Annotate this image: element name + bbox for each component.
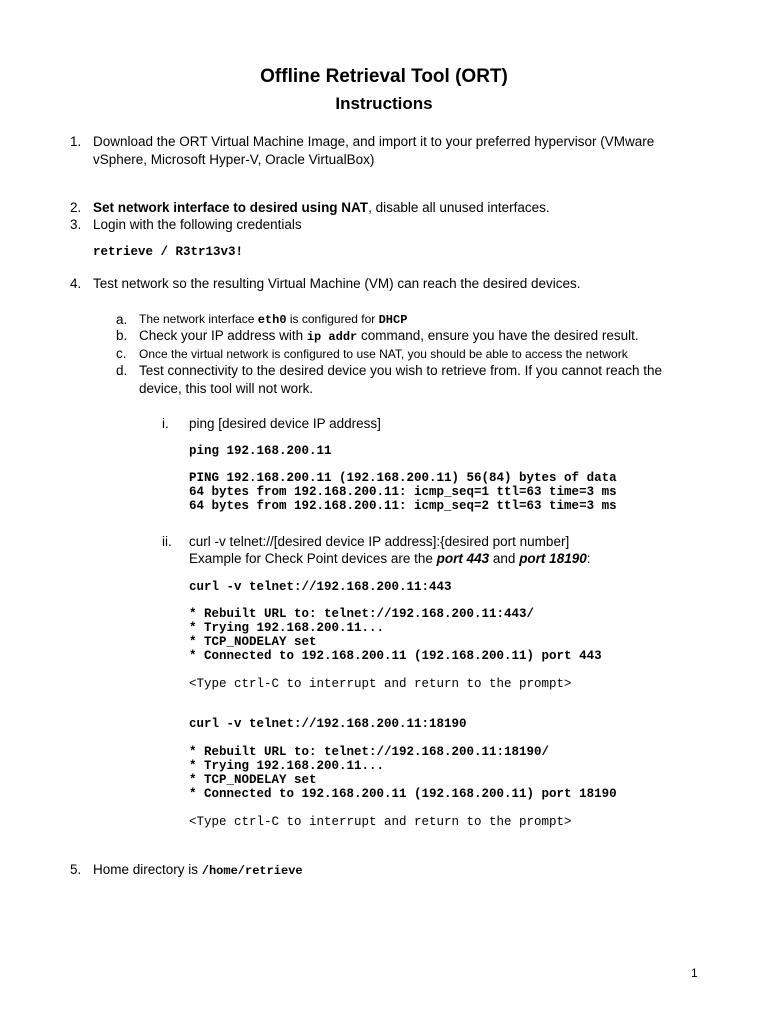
example-post: : — [586, 551, 591, 566]
step-4-text: Test network so the resulting Virtual Machine (VM) can reach the desired devices. — [93, 276, 581, 291]
step-4b-pre: Check your IP address with — [139, 328, 307, 343]
substep-ii-text: curl -v telnet://[desired device IP address]:{desired port number] — [189, 534, 570, 549]
curl-18190-output-3: * TCP_NODELAY set — [189, 773, 317, 787]
step-5-text — [93, 861, 303, 880]
step-2-rest: , disable all unused interfaces. — [368, 200, 550, 215]
ping-output-line-1: PING 192.168.200.11 (192.168.200.11) 56(84) bytes of data — [189, 471, 617, 485]
port-443-label: port 443 — [436, 551, 490, 566]
credentials: retrieve / R3tr13v3! — [93, 245, 244, 259]
curl-443-output-4: * Connected to 192.168.200.11 (192.168.200.11) port 443 — [189, 649, 602, 663]
example-pre: Example for Check Point devices are the — [189, 551, 437, 566]
step-4b-post: command, ensure you have the desired result. — [357, 328, 639, 343]
page-number: 1 — [691, 966, 698, 980]
step-4-number: 4. — [70, 276, 82, 291]
page-subtitle: Instructions — [335, 94, 433, 113]
curl-443-output-2: * Trying 192.168.200.11... — [189, 621, 385, 635]
step-5-number: 5. — [70, 862, 82, 877]
step-4b-text — [139, 327, 639, 346]
substep-ii-marker: ii. — [162, 534, 172, 549]
step-4b-marker: b. — [116, 328, 128, 343]
curl-command-18190: curl -v telnet://192.168.200.11:18190 — [189, 717, 467, 731]
code-home-retrieve: /home/retrieve — [201, 864, 303, 878]
step-4d-line2: device, this tool will not work. — [139, 381, 314, 396]
page-title: Offline Retrieval Tool (ORT) — [260, 66, 508, 87]
curl-443-output-1: * Rebuilt URL to: telnet://192.168.200.11:443/ — [189, 607, 535, 621]
step-1-line1: Download the ORT Virtual Machine Image, and import it to your preferred hypervisor (VMware — [93, 134, 655, 149]
substep-i-text: ping [desired device IP address] — [189, 416, 381, 431]
curl-command-443: curl -v telnet://192.168.200.11:443 — [189, 580, 452, 594]
step-2-number: 2. — [70, 200, 82, 215]
step-4a-mid: is configured for — [286, 312, 379, 326]
step-4a-marker: a. — [116, 312, 128, 327]
curl-443-output-3: * TCP_NODELAY set — [189, 635, 317, 649]
code-eth0: eth0 — [257, 313, 287, 327]
curl-18190-note: <Type ctrl-C to interrupt and return to the prompt> — [189, 815, 572, 829]
step-5-label: Home directory is — [93, 862, 202, 877]
step-4a-pre: The network interface — [139, 312, 258, 326]
example-and: and — [489, 551, 520, 566]
curl-18190-output-4: * Connected to 192.168.200.11 (192.168.200.11) port 18190 — [189, 787, 617, 801]
curl-443-note: <Type ctrl-C to interrupt and return to the prompt> — [189, 677, 572, 691]
ping-output-line-2: 64 bytes from 192.168.200.11: icmp_seq=1 ttl=63 time=3 ms — [189, 485, 617, 499]
step-4c-text: Once the virtual network is configured to use NAT, you should be able to access the network — [139, 347, 628, 361]
step-1-line2: vSphere, Microsoft Hyper-V, Oracle VirtualBox) — [93, 152, 375, 167]
step-2-text — [93, 199, 550, 216]
ping-output-line-3: 64 bytes from 192.168.200.11: icmp_seq=2 ttl=63 time=3 ms — [189, 499, 617, 513]
step-4c-marker: c. — [116, 346, 127, 361]
substep-i-marker: i. — [162, 416, 169, 431]
step-4d-marker: d. — [116, 363, 128, 378]
code-ip-addr: ip addr — [306, 330, 358, 344]
ping-command: ping 192.168.200.11 — [189, 444, 332, 458]
port-18190-label: port 18190 — [519, 551, 587, 566]
step-3-text: Login with the following credentials — [93, 217, 302, 232]
code-dhcp: DHCP — [378, 313, 408, 327]
step-3-number: 3. — [70, 217, 82, 232]
step-2-bold: Set network interface to desired using NAT — [93, 200, 369, 215]
step-1-number: 1. — [70, 134, 82, 149]
substep-ii-example — [189, 550, 591, 567]
curl-18190-output-1: * Rebuilt URL to: telnet://192.168.200.11:18190/ — [189, 745, 550, 759]
curl-18190-output-2: * Trying 192.168.200.11... — [189, 759, 385, 773]
step-4a-text — [139, 311, 407, 328]
step-4d-line1: Test connectivity to the desired device you wish to retrieve from. If you cannot reach the — [139, 363, 663, 378]
